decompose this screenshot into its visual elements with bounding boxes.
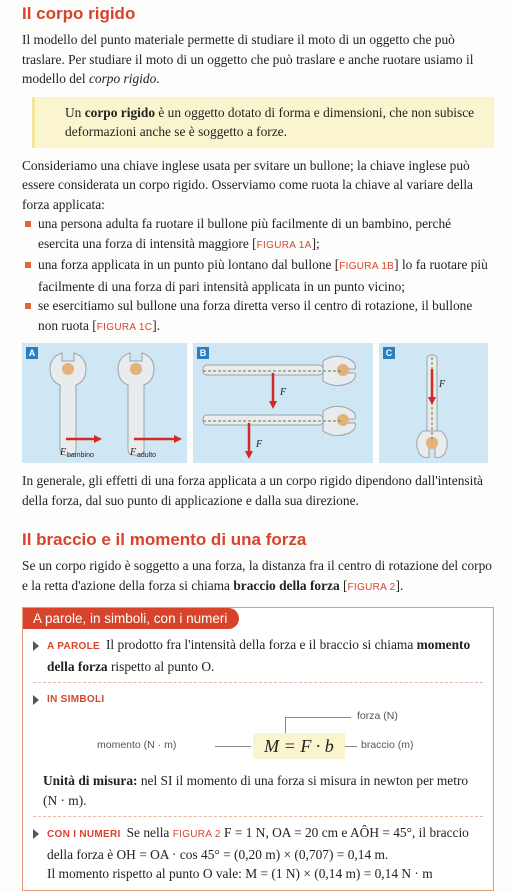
bullet-list (22, 214, 494, 337)
force-label-b1: F (280, 387, 287, 398)
section-title-braccio: Il braccio e il momento di una forza (22, 530, 307, 549)
unita-misura: Unità di misura: nel SI il momento di una forza si misura in newton per metro (N · m). (43, 773, 469, 808)
list-item: una forza applicata in un punto più lontano dal bullone [FIGURA 1B] lo fa ruotare più facilmente di una forza di pari intensità applicata in un punto vicino; (22, 255, 494, 296)
a-parole-label: A PAROLE (47, 641, 100, 652)
braccio-label: braccio (m) (361, 739, 414, 751)
figure-ref-1b: FIGURA 1B (339, 261, 395, 272)
con-i-numeri-label: CON I NUMERI (47, 829, 121, 840)
figure-1a-label: A (26, 347, 38, 359)
triangle-bullet-icon (33, 829, 39, 839)
force-label-c: F (439, 379, 446, 390)
figure-ref-2-box: FIGURA 2 (172, 829, 221, 840)
figure-ref-1a: FIGURA 1A (256, 239, 312, 251)
wrench-paragraph: Consideriamo una chiave inglese usata per svitare un bullone; la chiave inglese può essere considerata un corpo rigido. Osserviamo come ruota la chiave al variare della forza applicata: (22, 157, 473, 212)
momento-label: momento (N · m) (97, 739, 177, 751)
summary-box (22, 607, 494, 891)
formula-diagram (47, 707, 483, 771)
figure-1b-panel (193, 343, 373, 463)
forza-label: forza (N) (357, 710, 398, 722)
section-title-corpo-rigido: Il corpo rigido (22, 4, 136, 23)
triangle-bullet-icon (33, 695, 39, 705)
subscript-adult: adulto (137, 452, 157, 459)
force-label-b2: F (256, 439, 263, 450)
moment-result: Il momento rispetto al punto O vale: M = (1 N) × (0,14 m) = 0,14 N · m (47, 866, 433, 881)
definition-callout: Un corpo rigido è un oggetto dotato di forma e dimensioni, che non subisce deformazioni anche se è soggetto a forze. (32, 97, 494, 148)
con-i-numeri-section: CON I NUMERI Se nella FIGURA 2 F = 1 N, OA = 20 cm e AÔH = 45°, il braccio della forza è OH = OA · cos 45° = (0,20 m) × (0,707) = 0,14 m. Il momento rispetto al punto O vale: M = (1 N) × (0,14 m) = 0,14 N · m (23, 817, 493, 890)
in-simboli-section (23, 683, 493, 816)
wrench-illustration-adult-child (22, 343, 187, 463)
conclusion-paragraph: In generale, gli effetti di una forza applicata a un corpo rigido dipendono dall'intensità della forza, dal suo punto di applicazione e dalla sua direzione. (22, 473, 484, 508)
list-item: una persona adulta fa ruotare il bullone più facilmente di un bambino, perché esercita una forza di intensità maggiore [FIGURA 1A]; (22, 214, 494, 255)
wrench-illustration-center (379, 343, 488, 463)
triangle-bullet-icon (33, 641, 39, 651)
force-label-child: F (60, 447, 67, 458)
list-item: se esercitiamo sul bullone una forza diretta verso il centro di rotazione, il bullone non ruota [FIGURA 1C]. (22, 296, 494, 337)
figure-1c-label: C (383, 347, 395, 359)
figure-1 (22, 343, 494, 463)
figure-ref-1c: FIGURA 1C (96, 321, 153, 333)
figure-1c-panel (379, 343, 488, 463)
figure-1b-label: B (197, 347, 209, 359)
wrench-illustration-distance (193, 343, 373, 463)
moment-formula: M = F · b (253, 733, 345, 759)
a-parole-section: A PAROLE Il prodotto fra l'intensità della forza e il braccio si chiama momento della forza rispetto al punto O. (23, 629, 493, 682)
in-simboli-label: IN SIMBOLI (47, 694, 105, 705)
summary-box-title: A parole, in simboli, con i numeri (23, 608, 239, 629)
intro-paragraph: Il modello del punto materiale permette di studiare il moto di un oggetto che può traslare. Per studiare il moto di un oggetto che può traslare e anche ruotare usiamo il modello del corpo rigido. (22, 32, 474, 86)
subscript-child: bambino (67, 452, 94, 459)
figure-ref-2: FIGURA 2 (347, 581, 396, 593)
figure-1a-panel (22, 343, 187, 463)
force-label-adult: F (130, 447, 137, 458)
braccio-paragraph: Se un corpo rigido è soggetto a una forza, la distanza fra il centro di rotazione del corpo e la retta d'azione della forza si chiama braccio della forza [FIGURA 2]. (22, 558, 492, 593)
